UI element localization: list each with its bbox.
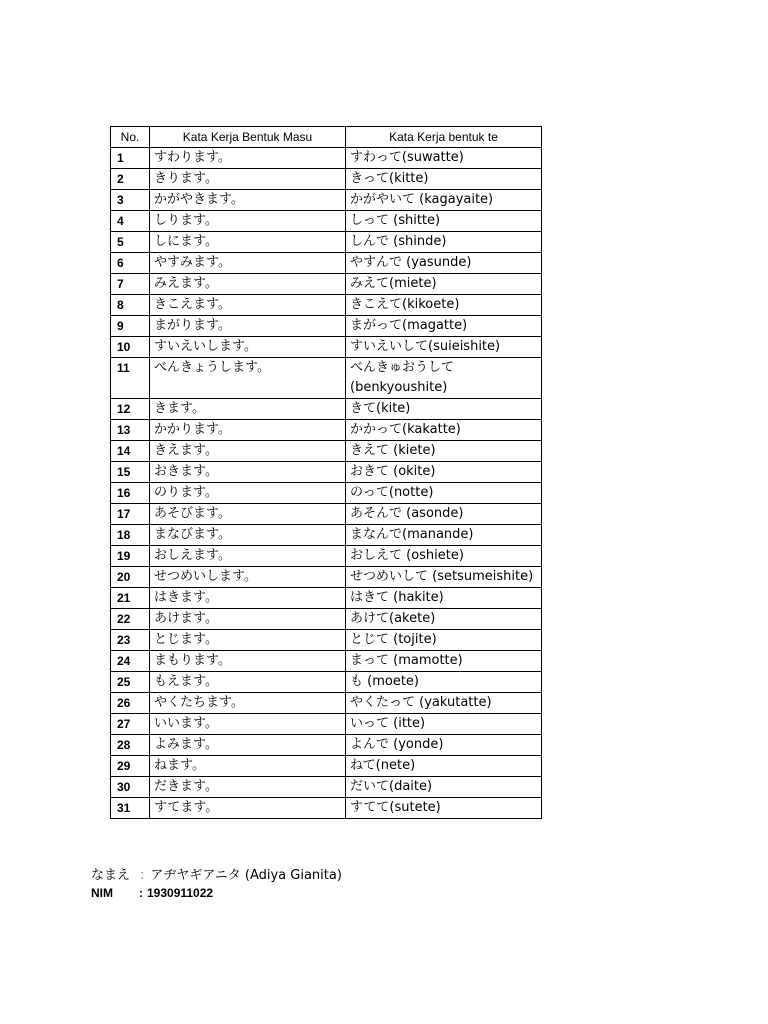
masu-form-cell: はきます。 [150, 588, 346, 609]
row-number: 30 [111, 777, 150, 798]
table-row [111, 525, 542, 546]
table-row [111, 274, 542, 295]
verb-table [110, 126, 542, 819]
masu-form-cell: やくたちます。 [150, 693, 346, 714]
masu-form-cell: きえます。 [150, 441, 346, 462]
masu-form-cell: しにます。 [150, 232, 346, 253]
name-label: なまえ [91, 868, 131, 883]
table-row [111, 546, 542, 567]
row-number: 14 [111, 441, 150, 462]
masu-form-cell: かがやきます。 [150, 190, 346, 211]
verb-table-body [111, 148, 542, 819]
te-form-cell: しんで (shinde) [346, 232, 542, 253]
row-number: 21 [111, 588, 150, 609]
masu-form-cell: べんきょうします。 [150, 358, 346, 399]
te-form-cell: おきて (okite) [346, 462, 542, 483]
table-row [111, 651, 542, 672]
table-row [111, 148, 542, 169]
table-row [111, 798, 542, 819]
te-form-cell: まがって(magatte) [346, 316, 542, 337]
masu-form-cell: かかります。 [150, 420, 346, 441]
row-number: 12 [111, 399, 150, 420]
row-number: 19 [111, 546, 150, 567]
te-form-cell: のって(notte) [346, 483, 542, 504]
name-separator: : [140, 868, 145, 883]
te-form-cell: みえて(miete) [346, 274, 542, 295]
te-form-cell: おしえて (oshiete) [346, 546, 542, 567]
te-form-cell: べんきゅおうして (benkyoushite) [346, 358, 542, 399]
masu-form-cell: だきます。 [150, 777, 346, 798]
table-row [111, 295, 542, 316]
row-number: 23 [111, 630, 150, 651]
row-number: 6 [111, 253, 150, 274]
table-row [111, 316, 542, 337]
te-form-cell: かがやいて (kagayaite) [346, 190, 542, 211]
te-form-cell: あけて(akete) [346, 609, 542, 630]
table-row [111, 714, 542, 735]
te-form-cell: だいて(daite) [346, 777, 542, 798]
masu-form-cell: あけます。 [150, 609, 346, 630]
header-no: No. [111, 127, 150, 148]
nim-label: NIM [91, 886, 113, 900]
masu-form-cell: まがります。 [150, 316, 346, 337]
row-number: 27 [111, 714, 150, 735]
row-number: 17 [111, 504, 150, 525]
table-row [111, 756, 542, 777]
masu-form-cell: まもります。 [150, 651, 346, 672]
row-number: 31 [111, 798, 150, 819]
masu-form-cell: もえます。 [150, 672, 346, 693]
row-number: 10 [111, 337, 150, 358]
te-form-cell: やすんで (yasunde) [346, 253, 542, 274]
table-header-row [111, 127, 542, 148]
table-row [111, 735, 542, 756]
row-number: 4 [111, 211, 150, 232]
te-form-cell: すてて(sutete) [346, 798, 542, 819]
table-row [111, 693, 542, 714]
masu-form-cell: おしえます。 [150, 546, 346, 567]
masu-form-cell: まなびます。 [150, 525, 346, 546]
row-number: 7 [111, 274, 150, 295]
masu-form-cell: いいます。 [150, 714, 346, 735]
te-form-cell: はきて (hakite) [346, 588, 542, 609]
header-masu-form: Kata Kerja Bentuk Masu [150, 127, 346, 148]
masu-form-cell: きります。 [150, 169, 346, 190]
masu-form-cell: のります。 [150, 483, 346, 504]
masu-form-cell: みえます。 [150, 274, 346, 295]
masu-form-cell: やすみます。 [150, 253, 346, 274]
row-number: 8 [111, 295, 150, 316]
row-number: 3 [111, 190, 150, 211]
masu-form-cell: すてます。 [150, 798, 346, 819]
row-number: 13 [111, 420, 150, 441]
table-row [111, 630, 542, 651]
te-form-cell: かかって(kakatte) [346, 420, 542, 441]
te-form-cell: まって (mamotte) [346, 651, 542, 672]
table-row [111, 420, 542, 441]
table-row [111, 588, 542, 609]
masu-form-cell: すいえいします。 [150, 337, 346, 358]
masu-form-cell: きます。 [150, 399, 346, 420]
te-form-cell: ねて(nete) [346, 756, 542, 777]
row-number: 22 [111, 609, 150, 630]
masu-form-cell: とじます。 [150, 630, 346, 651]
table-row [111, 609, 542, 630]
masu-form-cell: きこえます。 [150, 295, 346, 316]
te-form-cell: とじて (tojite) [346, 630, 542, 651]
table-row [111, 483, 542, 504]
masu-form-cell: あそびます。 [150, 504, 346, 525]
masu-form-cell: せつめいします。 [150, 567, 346, 588]
table-row [111, 232, 542, 253]
masu-form-cell: おきます。 [150, 462, 346, 483]
te-form-cell: きこえて(kikoete) [346, 295, 542, 316]
te-form-cell: せつめいして (setsumeishite) [346, 567, 542, 588]
te-form-cell: きって(kitte) [346, 169, 542, 190]
row-number: 9 [111, 316, 150, 337]
te-form-cell: きて(kite) [346, 399, 542, 420]
student-name-line [91, 864, 342, 883]
te-form-cell: も (moete) [346, 672, 542, 693]
te-form-cell: しって (shitte) [346, 211, 542, 232]
row-number: 18 [111, 525, 150, 546]
row-number: 26 [111, 693, 150, 714]
row-number: 2 [111, 169, 150, 190]
student-nim: 1930911022 [147, 886, 214, 900]
table-row [111, 462, 542, 483]
te-form-cell: あそんで (asonde) [346, 504, 542, 525]
te-form-cell: やくたって (yakutatte) [346, 693, 542, 714]
row-number: 5 [111, 232, 150, 253]
table-row [111, 190, 542, 211]
student-name: アヂヤギアニタ (Adiya Gianita) [150, 868, 342, 883]
te-form-cell: まなんで(manande) [346, 525, 542, 546]
te-form-cell: すいえいして(suieishite) [346, 337, 542, 358]
table-row [111, 337, 542, 358]
table-row [111, 777, 542, 798]
table-row [111, 567, 542, 588]
masu-form-cell: しります。 [150, 211, 346, 232]
table-row [111, 504, 542, 525]
row-number: 1 [111, 148, 150, 169]
te-form-cell: すわって(suwatte) [346, 148, 542, 169]
nim-separator: : [139, 886, 143, 900]
te-form-cell: いって (itte) [346, 714, 542, 735]
te-form-cell: きえて (kiete) [346, 441, 542, 462]
table-row [111, 441, 542, 462]
header-te-form: Kata Kerja bentuk te [346, 127, 542, 148]
row-number: 28 [111, 735, 150, 756]
row-number: 24 [111, 651, 150, 672]
row-number: 16 [111, 483, 150, 504]
table-row [111, 672, 542, 693]
table-row [111, 211, 542, 232]
masu-form-cell: すわります。 [150, 148, 346, 169]
row-number: 15 [111, 462, 150, 483]
table-row [111, 358, 542, 399]
row-number: 20 [111, 567, 150, 588]
masu-form-cell: よみます。 [150, 735, 346, 756]
masu-form-cell: ねます。 [150, 756, 346, 777]
table-row [111, 253, 542, 274]
table-row [111, 169, 542, 190]
row-number: 25 [111, 672, 150, 693]
table-row [111, 399, 542, 420]
te-form-cell: よんで (yonde) [346, 735, 542, 756]
row-number: 29 [111, 756, 150, 777]
row-number: 11 [111, 358, 150, 399]
student-id-line [91, 886, 213, 900]
